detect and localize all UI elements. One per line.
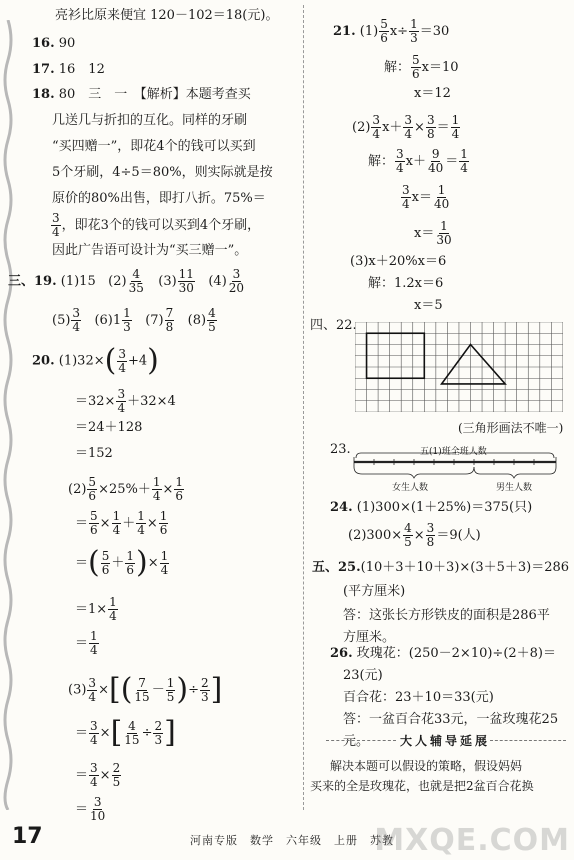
q21-line: (3)x＋20%x＝6 [350, 254, 447, 269]
q26-line: 元。 [343, 734, 370, 749]
q24-line: 24. (1)300×(1＋25%)＝375(只) [330, 500, 533, 515]
q18 [32, 87, 251, 103]
tip-text: 解决本题可以假设的策略，假设妈妈 [330, 759, 523, 773]
q20-line: (2) $\frac{5}{6}$ ×25%＋ $\frac{1}{4}$ × $\frac{1}{6}$ [68, 475, 184, 503]
q18-line: 几送几与折扣的互化。同样的牙刷 [52, 113, 248, 128]
q20-line: ＝1× $\frac{1}{4}$ [75, 595, 117, 623]
q20-line: ＝ $\frac{3}{10}$ [75, 795, 106, 823]
q21-line: x＝12 [414, 86, 451, 101]
answer-text: 80 三 一 【解析】本题考查买 [58, 87, 251, 102]
question-number: 16. [32, 36, 55, 51]
q26-line: 答：一盆百合花33元，一盆玫瑰花25 [343, 712, 559, 727]
q18-line: “买四赠一”，即花4个的钱可以买到 [52, 139, 256, 154]
q18-line: 因此广告语可设计为“买三赠一”。 [52, 243, 248, 258]
column-divider [303, 5, 304, 810]
q25-line: (平方厘米) [343, 584, 406, 599]
q20-line: ＝24＋128 [75, 420, 143, 435]
answer-text: 90 [58, 36, 76, 51]
q21-line: x＝5 [414, 298, 443, 313]
answer-line: 亮衫比原来便宜 120－102＝18(元)。 [55, 8, 279, 23]
q22-number: 四、22. [310, 318, 357, 333]
question-number: 17. [32, 62, 55, 77]
tip-rule-left [326, 740, 396, 741]
q23-label-top: 五(1)班全班人数 [420, 447, 487, 457]
q23-label-right: 男生人数 [496, 483, 533, 493]
q23-label-left: 女生人数 [392, 483, 429, 493]
q26-line: 23(元) [343, 668, 383, 683]
tip-title: 大人辅导延展 [400, 734, 491, 748]
q20-line: ＝152 [75, 446, 113, 461]
q20-line: ＝32× $\frac{3}{4}$ ＋32×4 [75, 387, 176, 415]
q21-line: x＝ $\frac{1}{30}$ [414, 219, 452, 247]
q17 [32, 62, 105, 78]
q21-line: (2) $\frac{3}{4}$ x＋ $\frac{3}{4}$ × $\frac{3}{8}$ ＝ $\frac{1}{4}$ [352, 113, 460, 141]
answer-text: 16 12 [58, 62, 105, 77]
q21-line: 解： $\frac{3}{4}$ x＋ $\frac{9}{40}$ ＝ $\frac{1}{4}$ [368, 147, 468, 175]
q22-note: (三角形画法不唯一) [458, 421, 564, 435]
question-number: 18. [32, 87, 55, 102]
q20-line: ＝( $\frac{5}{6}$ ＋ $\frac{1}{6}$ )× $\frac{1}{4}$ [75, 545, 169, 580]
q25-line: 五、25.(10＋3＋10＋3)×(3＋5＋3)＝286 [312, 560, 570, 575]
q21-line: 解： $\frac{5}{6}$ x＝10 [384, 53, 459, 81]
q18-line: 原价的80%出售，即打八折。75%＝ [52, 191, 266, 206]
fraction: $\frac{3}{4}$ [52, 211, 60, 239]
decorative-border [0, 20, 16, 810]
tip-text: 买来的全是玫瑰花，也就是把2盆百合花换 [310, 779, 534, 793]
q20-line: 20. (1)32×( $\frac{3}{4}$ +4) [32, 343, 159, 378]
q20-line: ＝ $\frac{5}{6}$ × $\frac{1}{4}$ ＋ $\frac{1}{4}$ × $\frac{1}{6}$ [75, 509, 168, 537]
q26-line: 26. 玫瑰花：(250－2×10)÷(2＋8)＝ [330, 646, 557, 661]
q21-line: 21. (1) $\frac{5}{6}$ x÷ $\frac{1}{3}$ ＝30 [333, 17, 450, 45]
q19-row2: (5) $\frac{3}{4}$ (6)1 $\frac{1}{3}$ (7) $\frac{7}{8}$ (8) $\frac{4}{5}$ [52, 306, 216, 334]
page-number: 17 [12, 824, 43, 849]
q20-line: ＝ $\frac{3}{4}$ × $\frac{2}{5}$ [75, 761, 121, 789]
page-footer [0, 820, 574, 860]
q23-number: 23. [330, 442, 351, 457]
footer-info: 河南专版 数学 六年级 上册 苏教 [190, 834, 394, 847]
q18-line: $\frac{3}{4}$ ，即花3个的钱可以买到4个牙刷， [52, 211, 261, 239]
q25-line: 答：这张长方形铁皮的面积是286平 [343, 608, 550, 623]
q20-line: ＝ $\frac{3}{4}$ ×[ $\frac{4}{15}$ ÷ $\frac{2}{3}$ ] [75, 715, 176, 750]
grid-drawing [355, 322, 563, 412]
q20-line: ＝ $\frac{1}{4}$ [75, 629, 98, 657]
q20-line: (3) $\frac{3}{4}$ ×[( $\frac{7}{15}$ － $\frac{1}{5}$ )÷ $\frac{2}{3}$ ] [68, 672, 223, 707]
q21-line: 解：1.2x＝6 [368, 276, 444, 291]
q16 [32, 36, 75, 52]
watermark: MXQE.COM [374, 823, 570, 858]
q24-line: (2)300× $\frac{4}{5}$ × $\frac{3}{8}$ ＝9(人) [348, 521, 481, 549]
q18-line: 5个牙刷，4÷5＝80%，则实际就是按 [52, 165, 273, 180]
q21-line: $\frac{3}{4}$ x＝ $\frac{1}{40}$ [402, 183, 450, 211]
q19-row1: 三、19. (1)15 (2) $\frac{4}{35}$ (3) $\frac{11}{30}$ (4) $\frac{3}{20}$ [8, 267, 245, 295]
q25-line: 方厘米。 [343, 630, 396, 645]
q26-line: 百合花：23＋10＝33(元) [343, 690, 494, 705]
tip-rule-right [490, 740, 566, 741]
